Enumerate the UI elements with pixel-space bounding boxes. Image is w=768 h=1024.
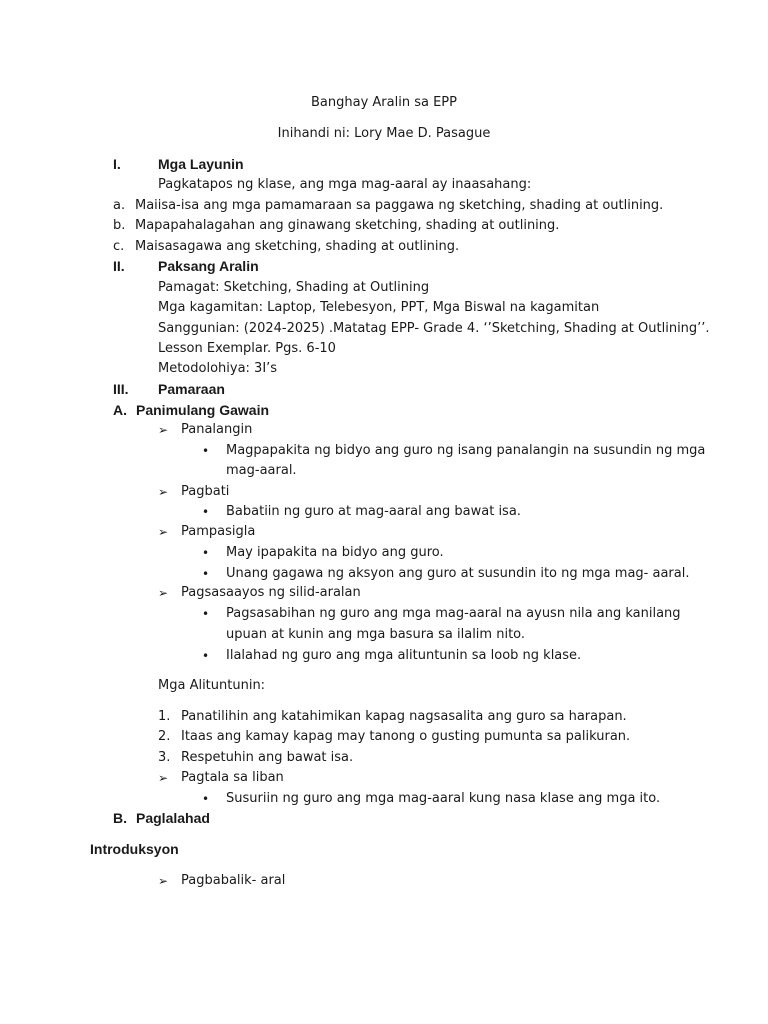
- objective-letter: a.: [113, 198, 126, 213]
- rule-text: Respetuhin ang bawat isa.: [181, 750, 354, 765]
- arrow-bullet-icon: ➢: [158, 771, 169, 785]
- section-heading: Paksang Aralin: [158, 258, 259, 274]
- activity-detail: Ilalahad ng guro ang mga alituntunin sa loob ng klase.: [226, 648, 582, 663]
- objective-letter: c.: [113, 239, 125, 254]
- objective-text: Mapapahalagahan ang ginawang sketching, shading at outlining.: [135, 218, 560, 233]
- section-heading: Pamaraan: [158, 381, 225, 397]
- subsection-heading: Panimulang Gawain: [136, 402, 270, 418]
- activity-label: Panalangin: [181, 422, 253, 437]
- bullet-icon: •: [202, 546, 210, 560]
- intro-heading: Introduksyon: [90, 841, 179, 857]
- activity-label: Pagtala sa liban: [181, 770, 284, 785]
- activity-label: Pampasigla: [181, 524, 256, 539]
- section-heading: Mga Layunin: [158, 156, 244, 172]
- bullet-icon: •: [202, 607, 210, 621]
- document-title: Banghay Aralin sa EPP: [311, 95, 457, 110]
- activity-detail-cont: upuan at kunin ang mga basura sa ilalim nito.: [226, 627, 526, 642]
- activity-detail: May ipapakita na bidyo ang guro.: [226, 545, 444, 560]
- activity-detail: Susuriin ng guro ang mga mag-aaral kung nasa klase ang mga ito.: [226, 791, 661, 806]
- bullet-icon: •: [202, 444, 210, 458]
- activity-detail-cont: mag-aaral.: [226, 463, 297, 478]
- rules-label: Mga Alituntunin:: [158, 678, 266, 693]
- subsection-letter: B.: [113, 810, 127, 826]
- activity-detail: Babatiin ng guro at mag-aaral ang bawat isa.: [226, 504, 521, 519]
- bullet-icon: •: [202, 792, 210, 806]
- document-author: Inihandi ni: Lory Mae D. Pasague: [277, 126, 491, 141]
- bullet-icon: •: [202, 505, 210, 519]
- topic-materials: Mga kagamitan: Laptop, Telebesyon, PPT, Mga Biswal na kagamitan: [158, 300, 600, 315]
- arrow-bullet-icon: ➢: [158, 423, 169, 437]
- arrow-bullet-icon: ➢: [158, 485, 169, 499]
- section-number: II.: [113, 258, 125, 274]
- section-number: I.: [113, 156, 121, 172]
- section-number: III.: [113, 381, 129, 397]
- activity-detail: Unang gagawa ng aksyon ang guro at susundin ito ng mga mag- aaral.: [226, 566, 690, 581]
- subsection-heading: Paglalahad: [136, 810, 210, 826]
- topic-reference: Sanggunian: (2024-2025) .Matatag EPP- Grade 4. ‘’Sketching, Shading at Outlining’’.: [158, 321, 710, 336]
- arrow-bullet-icon: ➢: [158, 525, 169, 539]
- objective-text: Maisasagawa ang sketching, shading at outlining.: [135, 239, 460, 254]
- rule-number: 3.: [158, 750, 171, 765]
- topic-reference-cont: Lesson Exemplar. Pgs. 6-10: [158, 341, 336, 356]
- activity-label: Pagbabalik- aral: [181, 873, 286, 888]
- rule-text: Itaas ang kamay kapag may tanong o gusting pumunta sa palikuran.: [181, 729, 631, 744]
- objective-letter: b.: [113, 218, 126, 233]
- subsection-letter: A.: [113, 402, 127, 418]
- topic-methodology: Metodolohiya: 3I’s: [158, 361, 278, 376]
- activity-label: Pagsasaayos ng silid-aralan: [181, 585, 361, 600]
- activity-label: Pagbati: [181, 484, 230, 499]
- arrow-bullet-icon: ➢: [158, 874, 169, 888]
- bullet-icon: •: [202, 649, 210, 663]
- rule-number: 1.: [158, 709, 171, 724]
- rule-number: 2.: [158, 729, 171, 744]
- activity-detail: Magpapakita ng bidyo ang guro ng isang panalangin na susundin ng mga: [226, 443, 706, 458]
- arrow-bullet-icon: ➢: [158, 586, 169, 600]
- activity-detail: Pagsasabihan ng guro ang mga mag-aaral na ayusn nila ang kanilang: [226, 606, 681, 621]
- objectives-intro: Pagkatapos ng klase, ang mga mag-aaral ay inaasahang:: [158, 177, 532, 192]
- rule-text: Panatilihin ang katahimikan kapag nagsasalita ang guro sa harapan.: [181, 709, 627, 724]
- topic-title: Pamagat: Sketching, Shading at Outlining: [158, 280, 430, 295]
- objective-text: Maiisa-isa ang mga pamamaraan sa paggawa ng sketching, shading at outlining.: [135, 198, 664, 213]
- bullet-icon: •: [202, 567, 210, 581]
